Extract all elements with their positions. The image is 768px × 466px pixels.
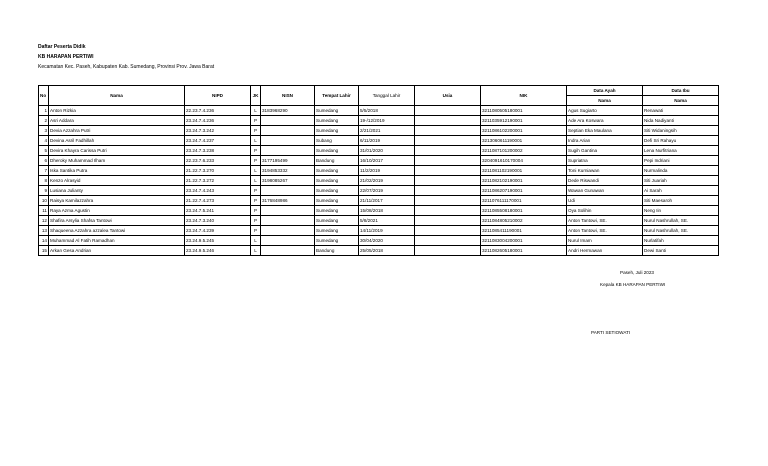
cell-usia: [415, 126, 481, 136]
cell-tempat: Sumedang: [315, 196, 359, 206]
cell-nik: 3211080505180001: [481, 106, 567, 116]
cell-tempat: Subang: [315, 136, 359, 146]
cell-usia: [415, 246, 481, 256]
table-row: [39, 156, 719, 166]
cell-nik: 3211085508180001: [481, 206, 567, 216]
cell-tanggal: 14/11/2019: [359, 226, 415, 236]
cell-tempat: Sumedang: [315, 206, 359, 216]
cell-no: 15: [39, 246, 49, 256]
document-title: Daftar Peserta Didik: [38, 44, 86, 50]
col-data-ayah: Data Ayah: [567, 86, 643, 96]
table-row: [39, 236, 719, 246]
col-nama-ayah: Nama: [567, 96, 643, 106]
cell-ibu: Neng Iin: [643, 206, 719, 216]
student-table: [38, 85, 719, 256]
cell-nipd: 23.24.7.3.238: [185, 146, 251, 156]
cell-ayah: Septian Eka Maulana: [567, 126, 643, 136]
col-nama-ibu: Nama: [643, 96, 719, 106]
table-row: [39, 196, 719, 206]
cell-nama: Devia Azzahra Putri: [49, 126, 185, 136]
cell-nama: Dheroky Muhammad Ilham: [49, 156, 185, 166]
cell-ayah: Ade Ara Koswara: [567, 116, 643, 126]
cell-nama: Devira Khayra Carissa Putri: [49, 146, 185, 156]
cell-nik: 3211082605180001: [481, 246, 567, 256]
cell-ibu: Defi Sri Rahayu: [643, 136, 719, 146]
cell-nik: 3211076111170001: [481, 196, 567, 206]
cell-nipd: 23.24.7.3.240: [185, 216, 251, 226]
cell-nipd: 23.24.7.3.242: [185, 126, 251, 136]
cell-usia: [415, 206, 481, 216]
cell-nik: 3211085411190001: [481, 226, 567, 236]
cell-nik: 3211035912190001: [481, 116, 567, 126]
cell-ayah: Wawan Gunawan: [567, 186, 643, 196]
cell-jk: P: [251, 146, 261, 156]
cell-tanggal: 30/04/2020: [359, 236, 415, 246]
cell-usia: [415, 106, 481, 116]
cell-tempat: Sumedang: [315, 226, 359, 236]
cell-nama: Iska Santika Putra: [49, 166, 185, 176]
table-row: [39, 106, 719, 116]
cell-no: 6: [39, 156, 49, 166]
cell-nama: Raya Azma Agustin: [49, 206, 185, 216]
table-row: [39, 146, 719, 156]
cell-nisn: [261, 226, 315, 236]
cell-nisn: 3183968290: [261, 106, 315, 116]
col-data-ibu: Data Ibu: [643, 86, 719, 96]
cell-no: 9: [39, 186, 49, 196]
col-nama: Nama: [49, 86, 185, 106]
cell-nik: 3213060611190001: [481, 136, 567, 146]
cell-no: 5: [39, 146, 49, 156]
cell-no: 8: [39, 176, 49, 186]
cell-tanggal: 22/07/2019: [359, 186, 415, 196]
cell-nama: Raisya Kamilazzahra: [49, 196, 185, 206]
cell-ibu: Ai Sarah: [643, 186, 719, 196]
cell-nisn: [261, 186, 315, 196]
cell-ibu: Lena Nurfitriana: [643, 146, 719, 156]
cell-jk: P: [251, 186, 261, 196]
cell-ayah: Sugih Gantina: [567, 146, 643, 156]
cell-tanggal: 21/02/2019: [359, 176, 415, 186]
cell-nama: Lusiana Julianty: [49, 186, 185, 196]
cell-nik: 3211086207190001: [481, 186, 567, 196]
cell-ibu: Siti Juariah: [643, 176, 719, 186]
table-row: [39, 176, 719, 186]
table-row: [39, 116, 719, 126]
cell-nama: Arkan Gesa Andrian: [49, 246, 185, 256]
cell-no: 1: [39, 106, 49, 116]
school-name: KB HARAPAN PERTIWI: [38, 54, 94, 60]
cell-tanggal: 16/10/2017: [359, 156, 415, 166]
table-row: [39, 126, 719, 136]
col-jk: JK: [251, 86, 261, 106]
cell-usia: [415, 196, 481, 206]
cell-jk: P: [251, 126, 261, 136]
cell-tanggal: 11/2/2019: [359, 166, 415, 176]
cell-ibu: Pepi Indriani: [643, 156, 719, 166]
col-usia: Usia: [415, 86, 481, 106]
cell-usia: [415, 146, 481, 156]
cell-nipd: 22.23.7.4.236: [185, 106, 251, 116]
cell-no: 12: [39, 216, 49, 226]
signer-name: PARTI SETIOWATI: [591, 330, 631, 335]
cell-jk: P: [251, 226, 261, 236]
col-tanggal-lahir: Tanggal Lahir: [359, 86, 415, 106]
cell-jk: L: [251, 166, 261, 176]
cell-tempat: Sumedang: [315, 116, 359, 126]
table-row: [39, 226, 719, 236]
cell-nipd: 21.22.7.3.272: [185, 176, 251, 186]
cell-tempat: Bandung: [315, 156, 359, 166]
cell-nama: Muhammad Al Fatih Ramadhan: [49, 236, 185, 246]
cell-ayah: Anton Tantowi, SE.: [567, 226, 643, 236]
cell-nama: Kenzo Alrasyid: [49, 176, 185, 186]
cell-nisn: [261, 246, 315, 256]
cell-nisn: [261, 206, 315, 216]
cell-ayah: Supriatna: [567, 156, 643, 166]
cell-tanggal: 15/08/2018: [359, 206, 415, 216]
cell-ayah: Oya Solihin: [567, 206, 643, 216]
cell-ibu: Nida Nadiyanti: [643, 116, 719, 126]
cell-nipd: 23.24.9.5.245: [185, 236, 251, 246]
cell-tanggal: 6/11/2019: [359, 136, 415, 146]
cell-nama: Shafira Arsylia Shafsa Tantowi: [49, 216, 185, 226]
cell-ibu: Siti Widaningsih: [643, 126, 719, 136]
cell-nisn: [261, 236, 315, 246]
table-row: [39, 186, 719, 196]
cell-no: 11: [39, 206, 49, 216]
col-nik: NIK: [481, 86, 567, 106]
cell-nama: Devina Asril Fadhillah: [49, 136, 185, 146]
cell-tempat: Sumedang: [315, 176, 359, 186]
cell-no: 14: [39, 236, 49, 246]
cell-no: 10: [39, 196, 49, 206]
cell-usia: [415, 136, 481, 146]
cell-ayah: Toni Kurniawan: [567, 166, 643, 176]
cell-ibu: Nurul Nashrullah, SE.: [643, 226, 719, 236]
cell-usia: [415, 166, 481, 176]
cell-ibu: Siti Maesaroh: [643, 196, 719, 206]
cell-nama: Asri Addara: [49, 116, 185, 126]
cell-no: 13: [39, 226, 49, 236]
cell-usia: [415, 216, 481, 226]
cell-ayah: Udi: [567, 196, 643, 206]
cell-nipd: 23.24.9.5.246: [185, 246, 251, 256]
school-address: Kecamatan Kec. Paseh, Kabupaten Kab. Sumedang, Provinsi Prov. Jawa Barat: [38, 64, 215, 70]
cell-no: 3: [39, 126, 49, 136]
cell-no: 2: [39, 116, 49, 126]
table-row: [39, 246, 719, 256]
cell-nama: Anton Rizkia: [49, 106, 185, 116]
cell-tanggal: 25/05/2018: [359, 246, 415, 256]
cell-nipd: 23.24.7.4.243: [185, 186, 251, 196]
table-row: [39, 136, 719, 146]
place-date: Paseh, Juli 2023: [620, 270, 654, 275]
cell-jk: P: [251, 206, 261, 216]
cell-ibu: Dewi Santi: [643, 246, 719, 256]
table-row: [39, 166, 719, 176]
cell-nisn: 3177195499: [261, 156, 315, 166]
cell-ayah: Andri Hermawan: [567, 246, 643, 256]
cell-nik: 3211081102190001: [481, 166, 567, 176]
cell-nisn: [261, 126, 315, 136]
cell-tempat: Sumedang: [315, 106, 359, 116]
cell-tanggal: 2/21/2021: [359, 126, 415, 136]
cell-tempat: Sumedang: [315, 166, 359, 176]
cell-tempat: Bandung: [315, 246, 359, 256]
cell-nipd: 21.22.7.4.273: [185, 196, 251, 206]
cell-jk: L: [251, 176, 261, 186]
cell-nipd: 23.24.7.4.239: [185, 226, 251, 236]
cell-nisn: [261, 136, 315, 146]
cell-usia: [415, 186, 481, 196]
table-row: [39, 216, 719, 226]
cell-tanggal: 5/8/2021: [359, 216, 415, 226]
cell-nik: 3211087101200002: [481, 146, 567, 156]
cell-nik: 3211082102190001: [481, 176, 567, 186]
cell-no: 7: [39, 166, 49, 176]
cell-tempat: Sumedang: [315, 146, 359, 156]
cell-usia: [415, 176, 481, 186]
cell-ayah: Agus Sugiarto: [567, 106, 643, 116]
cell-jk: P: [251, 156, 261, 166]
col-tempat-lahir: Tempat Lahir: [315, 86, 359, 106]
cell-usia: [415, 156, 481, 166]
cell-ibu: Nurmalinda: [643, 166, 719, 176]
cell-nik: 3211086102200001: [481, 126, 567, 136]
cell-jk: P: [251, 216, 261, 226]
cell-tanggal: 31/01/2020: [359, 146, 415, 156]
cell-jk: L: [251, 246, 261, 256]
cell-jk: P: [251, 116, 261, 126]
cell-jk: L: [251, 106, 261, 116]
cell-nipd: 23.24.7.5.241: [185, 206, 251, 216]
cell-ibu: Nurlatifah: [643, 236, 719, 246]
cell-nisn: [261, 216, 315, 226]
cell-nisn: [261, 116, 315, 126]
cell-nisn: [261, 146, 315, 156]
col-nipd: NIPD: [185, 86, 251, 106]
cell-ayah: Nurul Imam: [567, 236, 643, 246]
cell-ayah: Dede Riswandi: [567, 176, 643, 186]
cell-no: 4: [39, 136, 49, 146]
cell-ibu: Renawati: [643, 106, 719, 116]
col-nisn: NISN: [261, 86, 315, 106]
cell-tempat: Sumedang: [315, 186, 359, 196]
cell-jk: L: [251, 136, 261, 146]
cell-nik: 3211083004200001: [481, 236, 567, 246]
cell-nipd: 22.23.7.6.233: [185, 156, 251, 166]
cell-ibu: Nurul Nashrullah, SE.: [643, 216, 719, 226]
cell-usia: [415, 236, 481, 246]
cell-nipd: 23.24.7.4.237: [185, 136, 251, 146]
cell-nama: Shaqueena Azzahra azzalea Tantowi: [49, 226, 185, 236]
cell-jk: P: [251, 196, 261, 206]
cell-usia: [415, 226, 481, 236]
cell-usia: [415, 116, 481, 126]
cell-jk: L: [251, 236, 261, 246]
col-no: No: [39, 86, 49, 106]
table-row: [39, 206, 719, 216]
cell-tempat: Sumedang: [315, 126, 359, 136]
cell-tanggal: 5/5/2018: [359, 106, 415, 116]
cell-nisn: 3194853332: [261, 166, 315, 176]
cell-nipd: 23.24.7.4.236: [185, 116, 251, 126]
cell-tempat: Sumedang: [315, 236, 359, 246]
cell-tanggal: 19-/12/2019: [359, 116, 415, 126]
cell-nipd: 21.22.7.3.270: [185, 166, 251, 176]
cell-ayah: Anton Tantowi, SE.: [567, 216, 643, 226]
cell-tanggal: 21/11/2017: [359, 196, 415, 206]
cell-tempat: Sumedang: [315, 216, 359, 226]
cell-nisn: 3176848986: [261, 196, 315, 206]
cell-nisn: 3198085267: [261, 176, 315, 186]
cell-nik: 3204091610170004: [481, 156, 567, 166]
cell-ayah: Indra Arian: [567, 136, 643, 146]
cell-nik: 3211084805210002: [481, 216, 567, 226]
signer-position: Kepala KB HARAPAN PERTIWI: [600, 282, 666, 287]
